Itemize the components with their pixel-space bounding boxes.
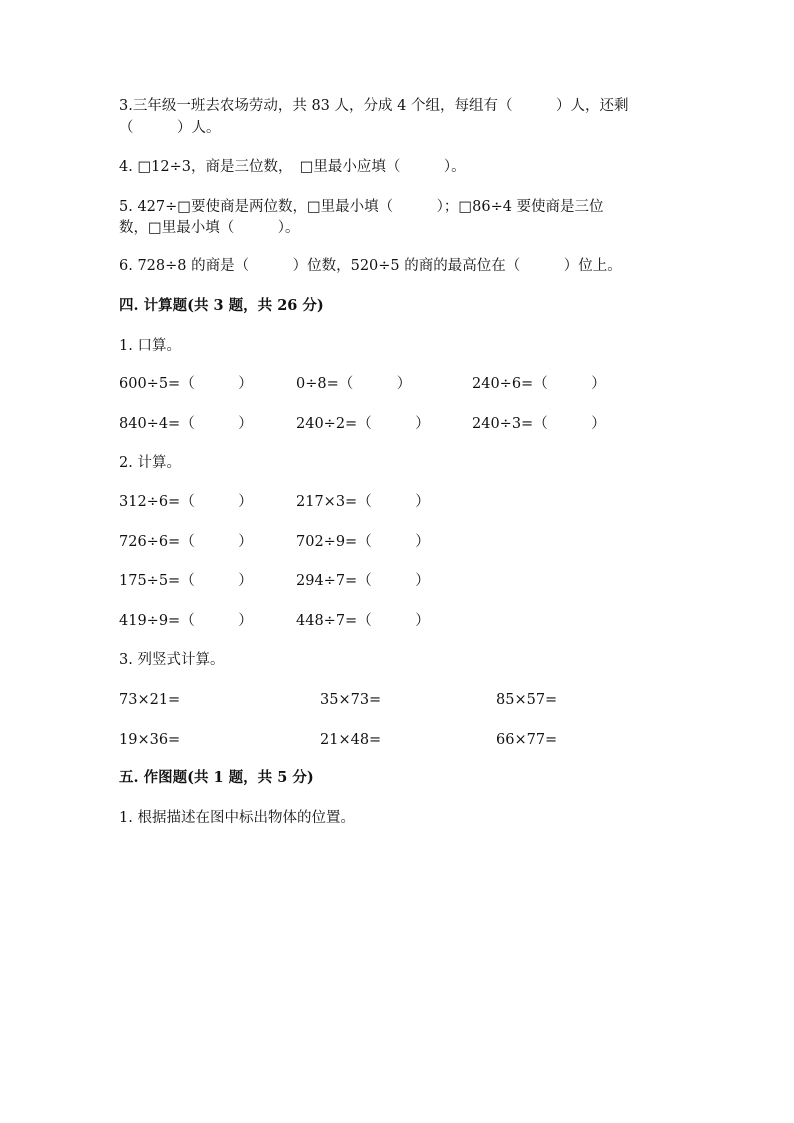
section-4-q2-title: 2. 计算。 [119,455,181,471]
question-3-line-2: （ ）人。 [119,120,221,136]
section-4-heading: 四. 计算题(共 3 题，共 26 分) [119,297,324,314]
calc-item: 175÷5=（ ） [119,573,253,589]
calc-item: 702÷9=（ ） [296,534,430,550]
calc-item: 448÷7=（ ） [296,613,430,629]
section-5-q1: 1. 根据描述在图中标出物体的位置。 [119,810,355,826]
vertical-calc-item: 66×77= [496,732,558,748]
vertical-calc-item: 85×57= [496,692,558,708]
question-4: 4. □12÷3，商是三位数， □里最小应填（ ）。 [119,159,466,175]
question-5-line-1: 5. 427÷□要使商是两位数，□里最小填（ ）；□86÷4 要使商是三位 [119,199,604,215]
section-5-heading: 五. 作图题(共 1 题，共 5 分) [119,769,314,786]
question-3-line-1: 3.三年级一班去农场劳动，共 83 人，分成 4 个组，每组有（ ）人，还剩 [119,98,629,114]
mental-calc-item: 600÷5=（ ） [119,376,253,392]
mental-calc-item: 240÷2=（ ） [296,416,430,432]
calc-item: 294÷7=（ ） [296,573,430,589]
mental-calc-item: 240÷6=（ ） [472,376,606,392]
mental-calc-item: 840÷4=（ ） [119,416,253,432]
calc-item: 217×3=（ ） [296,494,430,510]
section-4-q1-title: 1. 口算。 [119,338,181,354]
question-6: 6. 728÷8 的商是（ ）位数，520÷5 的商的最高位在（ ）位上。 [119,258,622,274]
vertical-calc-item: 73×21= [119,692,181,708]
question-5-line-2: 数，□里最小填（ ）。 [119,220,300,236]
section-4-q3-title: 3. 列竖式计算。 [119,652,225,668]
calc-item: 312÷6=（ ） [119,494,253,510]
mental-calc-item: 0÷8=（ ） [296,376,412,392]
vertical-calc-item: 21×48= [320,732,382,748]
vertical-calc-item: 19×36= [119,732,181,748]
calc-item: 419÷9=（ ） [119,613,253,629]
calc-item: 726÷6=（ ） [119,534,253,550]
mental-calc-item: 240÷3=（ ） [472,416,606,432]
vertical-calc-item: 35×73= [320,692,382,708]
